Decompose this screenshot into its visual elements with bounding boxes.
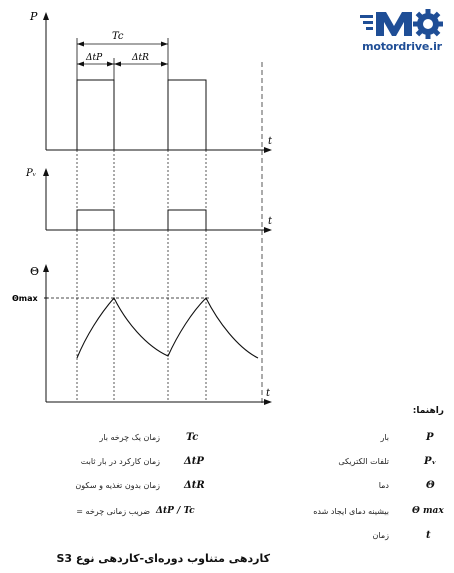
legend-formula: ΔtP / Tc bbox=[156, 506, 195, 516]
temp-y-arrow bbox=[43, 264, 49, 272]
logo-text: motordrive.ir bbox=[362, 40, 442, 53]
load-pulse-1 bbox=[77, 80, 114, 150]
figure-caption: کاردهی متناوب دوره‌ای-کاردهی نوع S3 bbox=[56, 552, 270, 565]
losses-x-label: t bbox=[268, 216, 273, 227]
legend-desc-t: زمان bbox=[372, 531, 389, 540]
losses-y-arrow bbox=[43, 168, 49, 176]
legend-sym-theta: Θ bbox=[426, 480, 435, 491]
legend-desc-dtp: زمان کارکرد در بار ثابت bbox=[80, 457, 160, 466]
motordrive-logo[interactable] bbox=[352, 6, 452, 54]
load-pulse-2 bbox=[168, 80, 206, 150]
temp-x-arrow bbox=[264, 399, 272, 405]
losses-pulse-2 bbox=[168, 210, 206, 230]
load-y-arrow bbox=[43, 12, 49, 20]
tc-arrow-right bbox=[161, 42, 168, 47]
theta-max-label: Θmax bbox=[12, 294, 38, 303]
dtr-label: ΔtR bbox=[132, 53, 149, 63]
legend-desc-tc: زمان یک چرخه بار bbox=[99, 433, 160, 442]
legend-sym-dtp: ΔtP bbox=[184, 456, 204, 467]
losses-pulse-1 bbox=[77, 210, 114, 230]
temperature-curve bbox=[77, 298, 258, 358]
load-x-arrow bbox=[264, 147, 272, 153]
dtr-arrow-left bbox=[114, 62, 121, 67]
losses-plot bbox=[25, 168, 273, 233]
temp-x-label: t bbox=[266, 388, 271, 399]
temp-y-label: Θ bbox=[30, 265, 40, 278]
dtp-label: ΔtP bbox=[86, 53, 103, 63]
legend-sym-dtr: ΔtR bbox=[184, 480, 205, 491]
dtr-arrow-right bbox=[161, 62, 168, 67]
logo-mark-icon bbox=[352, 6, 452, 40]
legend-sym-p: P bbox=[426, 432, 434, 443]
tc-label: Tc bbox=[112, 31, 124, 42]
load-plot bbox=[29, 10, 273, 153]
load-y-label: P bbox=[30, 10, 38, 23]
legend-desc-p: بار bbox=[380, 433, 389, 442]
legend-sym-pv: Pᵥ bbox=[424, 456, 437, 467]
dtp-arrow-right bbox=[107, 62, 114, 67]
losses-x-arrow bbox=[264, 227, 272, 233]
legend-formula-desc: ضریب زمانی چرخه = bbox=[76, 507, 150, 516]
losses-y-label: Pᵥ bbox=[26, 168, 37, 179]
dtp-arrow-left bbox=[77, 62, 84, 67]
load-x-label: t bbox=[268, 136, 273, 147]
legend-sym-theta-max: Θ max bbox=[412, 506, 444, 516]
legend-sym-tc: Tc bbox=[186, 432, 199, 443]
legend-sym-t: t bbox=[426, 530, 431, 541]
temperature-plot bbox=[12, 264, 272, 405]
legend-desc-theta-max: بیشینه دمای ایجاد شده bbox=[313, 507, 389, 516]
tc-arrow-left bbox=[77, 42, 84, 47]
legend-desc-dtr: زمان بدون تغذیه و سکون bbox=[75, 481, 160, 490]
legend-title: راهنما: bbox=[412, 406, 444, 416]
legend-desc-pv: تلفات الکتریکی bbox=[338, 457, 389, 466]
legend-desc-theta: دما bbox=[378, 481, 389, 490]
